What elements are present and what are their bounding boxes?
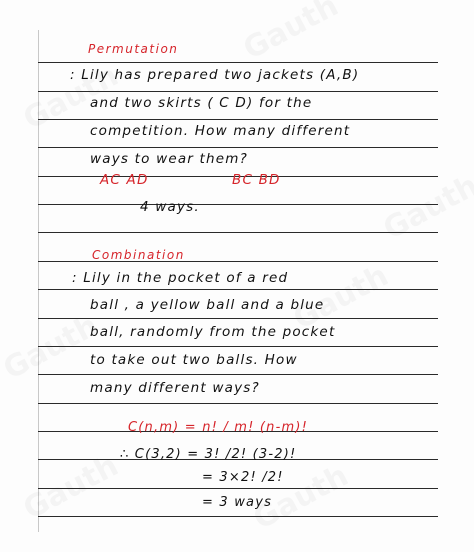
ruled-line [38,119,438,120]
combination-problem-line: : Lily in the pocket of a red [72,270,289,286]
permutation-problem-line: ways to wear them? [90,151,249,167]
watermark [238,0,344,67]
permutation-heading: Permutation [88,42,179,56]
permutation-problem-line: competition. How many different [90,123,351,139]
permutation-problem-line: and two skirts ( C D) for the [90,95,313,111]
combination-step: = 3 ways [202,495,273,510]
watermark [0,308,104,387]
combination-problem-line: to take out two balls. How [90,352,298,368]
combination-heading: Combination [92,248,185,262]
ruled-line [38,232,438,233]
ruled-line [38,488,438,489]
ruled-line [38,289,438,290]
permutation-pairs-b: BC BD [232,172,281,188]
ruled-line [38,318,438,319]
permutation-problem-line: : Lily has prepared two jackets (A,B) [70,67,360,83]
ruled-line [38,516,438,517]
ruled-line [38,346,438,347]
combination-problem-line: ball , a yellow ball and a blue [90,297,325,313]
ruled-line [38,374,438,375]
combination-step: = 3×2! /2! [202,470,284,485]
margin-line [38,30,39,532]
combination-step: ∴ C(3,2) = 3! /2! (3-2)! [120,447,297,462]
ruled-line [38,403,438,404]
ruled-line [38,147,438,148]
permutation-pairs-a: AC AD [100,172,149,188]
ruled-line [38,62,438,63]
combination-formula: C(n,m) = n! / m! (n-m)! [128,420,309,435]
ruled-line [38,91,438,92]
ruled-line [38,204,438,205]
watermark [378,168,474,247]
permutation-answer: 4 ways. [140,199,200,215]
combination-problem-line: many different ways? [90,380,260,396]
combination-problem-line: ball, randomly from the pocket [90,324,336,340]
